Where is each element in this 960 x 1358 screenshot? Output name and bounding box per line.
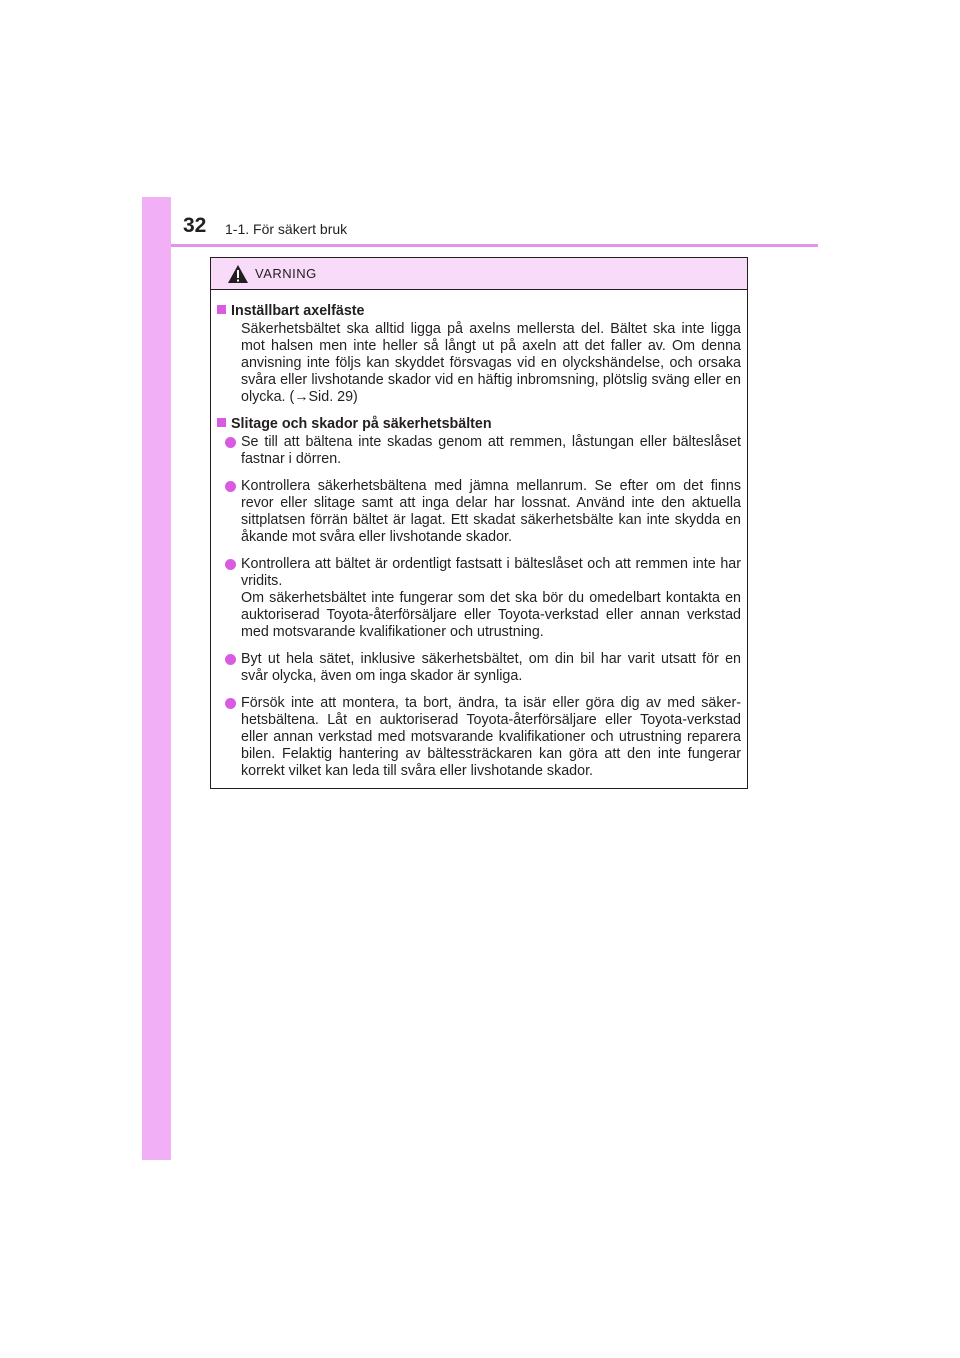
- warning-header: [211, 258, 747, 290]
- side-color-band: [142, 197, 171, 1160]
- paragraph-adjustable-anchor: Säkerhetsbältet ska alltid ligga på axelns mellersta del. Bältet ska inte ligga mot halsen men inte heller så långt ut på axeln att det faller av. Om denna anvisning inte följs kan skyddet försvagas vid en olyckshändelse, och orsaka svåra eller livshotande skador vid en häftig inbromsning, plötslig sväng eller en olycka. (→Sid. 29): [241, 321, 741, 405]
- warning-label: VARNING: [255, 266, 317, 281]
- warning-body: [211, 290, 747, 780]
- round-bullet-icon: [225, 654, 236, 665]
- round-bullet-icon: [225, 698, 236, 709]
- list-item: Se till att bältena inte skadas genom att remmen, låstungan eller bälteslåset fastnar i dörren.: [241, 434, 741, 468]
- list-item: Försök inte att montera, ta bort, ändra, ta isär eller göra dig av med säkerhetsbältena. Låt en auktoriserad Toyota-återförsäljare eller Toyota-verkstad eller annan verkstad med motsvarande kvalifikationer och utrustning reparera bilen. Felaktig hantering av bältessträckaren kan göra att den inte fungerar korrekt vilket kan leda till svåra eller livshotande skador.: [241, 695, 741, 780]
- warning-box: [210, 257, 748, 789]
- subheading-wear-damage: Slitage och skador på säkerhetsbälten: [217, 416, 741, 433]
- list-item: Byt ut hela sätet, inklusive säkerhetsbältet, om din bil har varit utsatt för en svår olycka, även om inga skador är synliga.: [241, 651, 741, 685]
- square-bullet-icon: [217, 418, 226, 427]
- page-header: [171, 210, 818, 246]
- round-bullet-icon: [225, 559, 236, 570]
- header-rule: [171, 244, 818, 247]
- square-bullet-icon: [217, 305, 226, 314]
- subheading-adjustable-anchor: Inställbart axelfäste: [217, 303, 741, 320]
- warning-triangle-icon: [227, 264, 249, 284]
- section-title: 1-1. För säkert bruk: [225, 221, 348, 237]
- round-bullet-icon: [225, 437, 236, 448]
- page-number: 32: [183, 214, 207, 237]
- round-bullet-icon: [225, 481, 236, 492]
- list-item: Kontrollera säkerhetsbältena med jämna mellanrum. Se efter om det finns revor eller slitage samt att inga delar har lossnat. Använd inte den aktuella sittplatsen förrän bältet är lagat. Ett skadat säkerhetsbälte kan inte skydda en åkande mot svåra eller livshotande skador.: [241, 478, 741, 546]
- list-item: Kontrollera att bältet är ordentligt fastsatt i bälteslåset och att remmen inte har vridits. Om säkerhetsbältet inte fungerar som det ska bör du omedelbart kontakta en auktoriserad Toyota-återförsäljare eller Toyota-verkstad eller annan verkstad med motsvarande kvalifikationer och utrustning.: [241, 556, 741, 641]
